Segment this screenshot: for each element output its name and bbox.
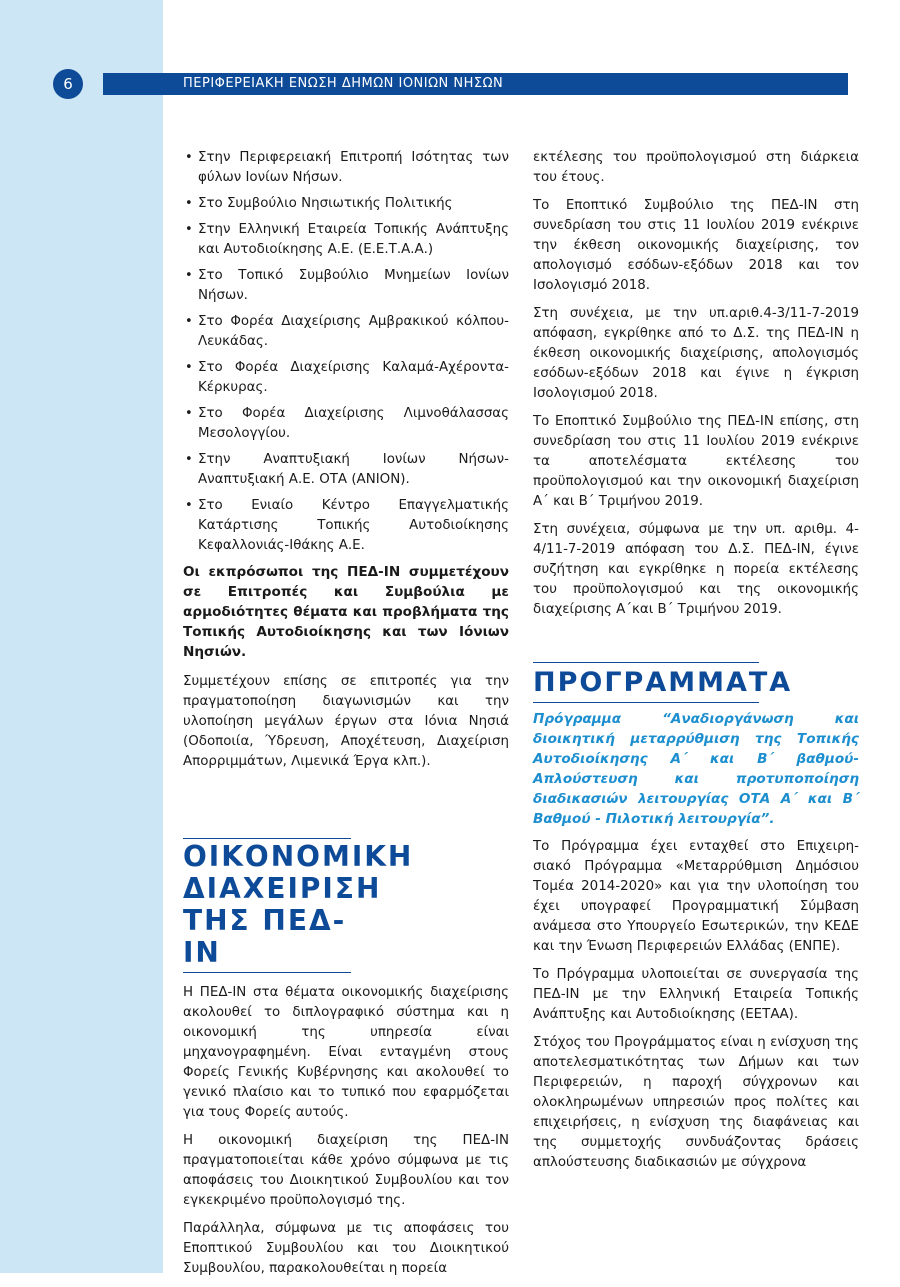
program-paragraph: Το Πρόγραμμα υλοποιείται σε συνεργασία της ΠΕΔ-ΙΝ με την Ελληνική Εταιρεία Τοπικής Ανάπτυξης και Αυτοδιοίκησης (ΕΕΤΑΑ). xyxy=(533,967,859,1022)
list-item: • Στην Περιφερειακή Επιτροπή Ισότητας των φύλων Ιονίων Νήσων. xyxy=(185,150,509,185)
bullet-icon: • xyxy=(185,314,193,329)
bullet-icon: • xyxy=(185,268,193,283)
finance-section-title: ΟΙΚΟΝΟΜΙΚΗ ΔΙΑΧΕΙΡΙΣΗ ΤΗΣ ΠΕΔ-ΙΝ xyxy=(183,838,351,973)
budget-paragraph: Στη συνέχεια, σύμφωνα με την υπ. αριθμ. 4-4/11-7-2019 απόφαση του Δ.Σ. ΠΕΔ-ΙΝ, έγινε συζήτηση και εγκρίθηκε η πορεία εκτέλεσης του προϋπολογισμού και της οικονομικής διαχείρισης Α΄και Β΄ Τριμήνου 2019. xyxy=(533,522,859,617)
list-item: • Στο Συμβούλιο Νησιωτικής Πολιτικής xyxy=(183,194,509,214)
program-subtitle: Πρόγραμμα “Αναδιοργάνωση και διοικητική μεταρρύθμιση της Τοπικής Αυτοδιοίκησης Α΄ και Β΄ βαθμού-Απλούστευση και προτυποποίηση διαδικασιών λειτουργίας ΟΤΑ Α΄ και Β΄ Βαθμού - Πιλοτική λειτουργία”. xyxy=(533,711,859,827)
right-column xyxy=(533,148,859,1181)
budget-paragraph: Το Εποπτικό Συμβούλιο της ΠΕΔ-ΙΝ επίσης, στη συνεδρίαση του στις 11 Ιουλίου 2019 ενέκρινε τα αποτελέσματα εκτέλεσης του προϋπολογισμού και την οικονομική διαχείριση Α΄ και Β΄ Τριμήνου 2019. xyxy=(533,414,859,509)
bullet-icon: • xyxy=(185,196,193,211)
program-paragraph: Το Πρόγραμμα έχει ενταχθεί στο Επιχειρη-σιακό Πρόγραμμα «Μεταρρύθμιση Δημόσιου Τομέα 2014-2020» και για την υλοποίηση του έχει υπογραφεί Προγραμματική Σύμβαση ανάμεσα στο Υπουργείο Εσωτερικών, την ΚΕΔΕ και την Ένωση Περιφερειών Ελλάδας (ΕΝΠΕ). xyxy=(533,839,859,954)
finance-paragraph: Η ΠΕΔ-ΙΝ στα θέματα οικονομικής διαχείρισης ακολουθεί το διπλογραφικό σύστημα και η οικονομική της υπηρεσία είναι μηχανογραφημένη. Είναι ενταγμένη στους Φορείς Γενικής Κυβέρνησης και ακολουθεί το γενικό πλαίσιο και το τυπικό που εφαρμόζεται για τους Φορείς αυτούς. xyxy=(183,985,509,1120)
bullet-icon: • xyxy=(185,360,193,375)
bullet-icon: • xyxy=(185,406,193,421)
bullet-icon: • xyxy=(185,452,193,467)
left-margin-band xyxy=(0,0,163,1273)
left-column xyxy=(183,148,509,1287)
bullet-icon: • xyxy=(185,222,193,237)
program-paragraph: Στόχος του Προγράμματος είναι η ενίσχυση της αποτελεσματικότητας των Δήμων και των Περιφερειών, η παροχή σύγχρονων και ολοκληρωμένων υπηρεσιών προς πολίτες και επιχειρήσεις, η ενίσχυση της διαφάνειας και της συμμετοχής συνδυάζοντας δράσεις απλούστευσης διαδικασιών με σύγχρονα xyxy=(533,1035,859,1170)
finance-paragraph: Η οικονομική διαχείριση της ΠΕΔ-ΙΝ πραγματοποιείται κάθε χρόνο σύμφωνα με τις αποφάσεις του Διοικητικού Συμβουλίου και τον εγκεκριμένο προϋπολογισμό της. xyxy=(183,1133,509,1208)
bullet-icon: • xyxy=(185,150,193,165)
programs-section-title: ΠΡΟΓΡΑΜΜΑΤΑ xyxy=(533,662,759,703)
list-item: • Στην Αναπτυξιακή Ιονίων Νήσων-Αναπτυξιακή Α.Ε. ΟΤΑ (ANION). xyxy=(185,452,509,487)
finance-paragraph: Παράλληλα, σύμφωνα με τις αποφάσεις του Εποπτικού Συμβουλίου και του Διοικητικού Συμβουλίου, παρακολουθείται η πορεία xyxy=(183,1221,509,1276)
budget-paragraph: Στη συνέχεια, με την υπ.αριθ.4-3/11-7-2019 απόφαση, εγκρίθηκε από το Δ.Σ. της ΠΕΔ-ΙΝ η έκθεση οικονομικής διαχείρισης, απολογισμός εσόδων-εξόδων 2018 και έγινε η έγκριση Ισολογισμού 2018. xyxy=(533,306,859,401)
list-item: • Στην Ελληνική Εταιρεία Τοπικής Ανάπτυξης και Αυτοδιοίκησης Α.Ε. (Ε.Ε.Τ.Α.Α.) xyxy=(185,222,509,257)
list-item: • Στο Φορέα Διαχείρισης Αμβρακικού κόλπου-Λευκάδας. xyxy=(185,314,509,349)
running-header-title: ΠΕΡΙΦΕΡΕΙΑΚΗ ΕΝΩΣΗ ΔΗΜΩΝ ΙΟΝΙΩΝ ΝΗΣΩΝ xyxy=(183,76,504,91)
representatives-paragraph: Οι εκπρόσωποι της ΠΕΔ-ΙΝ συμμετέχουν σε Επιτροπές και Συμβούλια με αρμοδιότητες θέματα και προβλήματα της Τοπικής Αυτοδιοίκησης και των Ιόνιων Νησιών. xyxy=(183,564,509,660)
list-item: • Στο Ενιαίο Κέντρο Επαγγελματικής Κατάρτισης Τοπικής Αυτοδιοίκησης Κεφαλλονιάς-Ιθάκης Α.Ε. xyxy=(185,498,509,553)
list-item: • Στο Φορέα Διαχείρισης Καλαμά-Αχέροντα-Κέρκυρας. xyxy=(185,360,509,395)
page-number: 6 xyxy=(53,69,83,99)
bullet-icon: • xyxy=(185,498,193,513)
list-item: • Στο Τοπικό Συμβούλιο Μνημείων Ιονίων Νήσων. xyxy=(185,268,509,303)
list-item: • Στο Φορέα Διαχείρισης Λιμνοθάλασσας Μεσολογγίου. xyxy=(185,406,509,441)
budget-paragraph: εκτέλεσης του προϋπολογισμού στη διάρκεια του έτους. xyxy=(533,150,859,185)
representation-list xyxy=(183,148,509,556)
committees-paragraph: Συμμετέχουν επίσης σε επιτροπές για την πραγματοποίηση διαγωνισμών και την υλοποίηση μεγάλων έργων στα Ιόνια Νησιά (Οδοποιία, Ύδρευση, Αποχέτευση, Διαχείριση Απορριμμάτων, Λιμενικά Έργα κλπ.). xyxy=(183,674,509,769)
budget-paragraph: Το Εποπτικό Συμβούλιο της ΠΕΔ-ΙΝ στη συνεδρίαση του στις 11 Ιουλίου 2019 ενέκρινε την έκθεση οικονομικής διαχείρισης, τον απολογισμό εσόδων-εξόδων 2018 και τον Ισολογισμό 2018. xyxy=(533,198,859,293)
running-header xyxy=(103,73,848,95)
